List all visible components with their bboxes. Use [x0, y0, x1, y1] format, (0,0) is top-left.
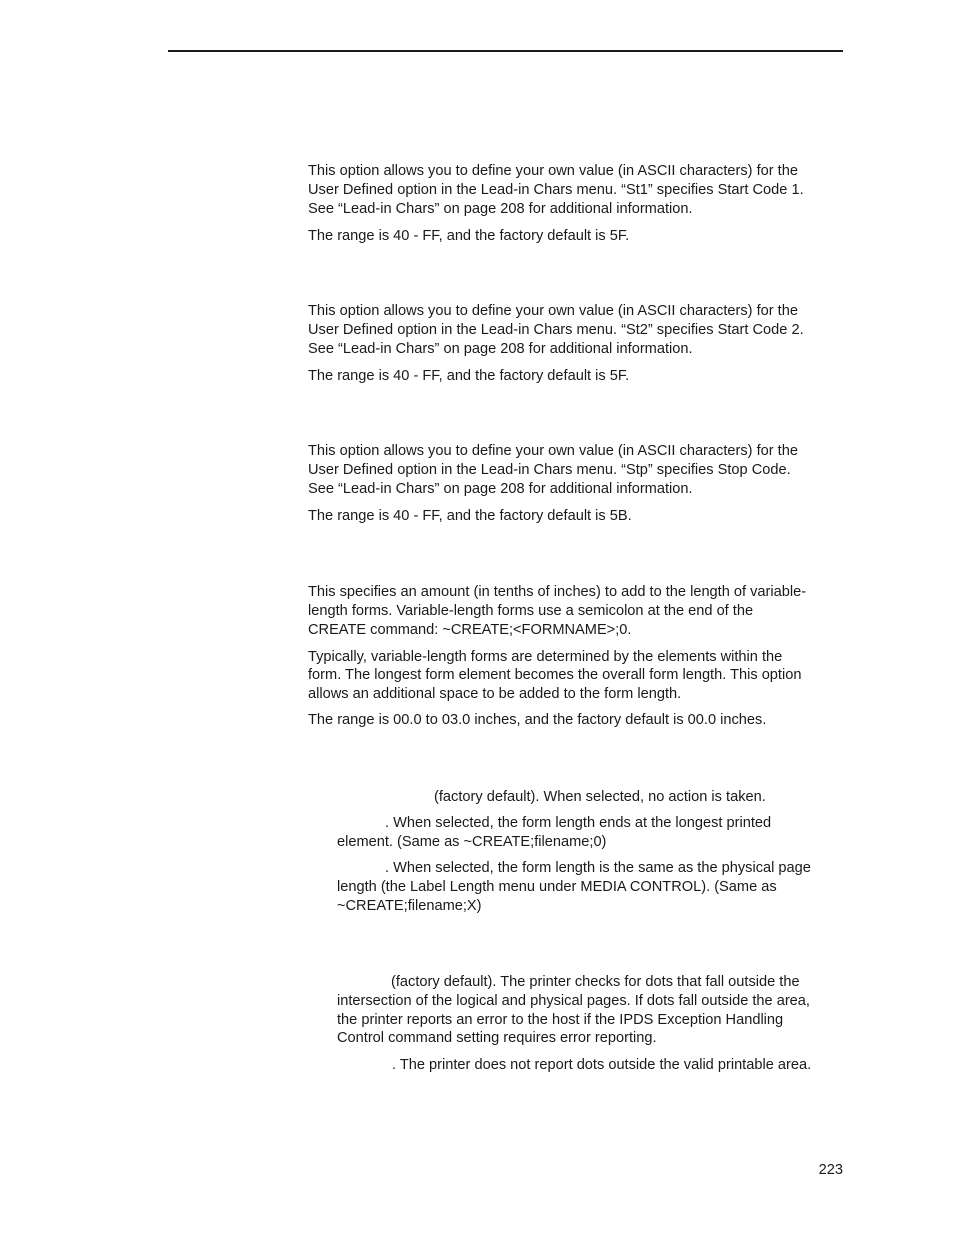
form-length-option2-line2: element. (Same as ~CREATE;filename;0) [337, 834, 607, 850]
page-number: 223 [818, 1162, 843, 1178]
boundary-option-default-line2: intersection of the logical and physical pages. If dots fall outside the area, [337, 993, 810, 1009]
st1-desc-line1: This option allows you to define your own value (in ASCII characters) for the [308, 163, 798, 179]
st2-desc-line2: User Defined option in the Lead-in Chars menu. “St2” specifies Start Code 2. [308, 322, 804, 338]
form-length-option3-line3: ~CREATE;filename;X) [337, 898, 482, 914]
st1-desc-line3: See “Lead-in Chars” on page 208 for additional information. [308, 201, 693, 217]
form-length-option2-line1: . When selected, the form length ends at the longest printed [385, 815, 772, 831]
stp-range: The range is 40 - FF, and the factory default is 5B. [308, 508, 632, 524]
stp-desc-line1: This option allows you to define your own value (in ASCII characters) for the [308, 443, 798, 459]
st2-desc-line1: This option allows you to define your own value (in ASCII characters) for the [308, 303, 798, 319]
var-form-p1-line2: length forms. Variable-length forms use a semicolon at the end of the [308, 603, 754, 619]
boundary-option-default-line1: (factory default). The printer checks for dots that fall outside the [391, 974, 800, 990]
boundary-option2: . The printer does not report dots outside the valid printable area. [392, 1057, 812, 1073]
var-form-p2-line3: allows an additional space to be added to the form length. [308, 686, 682, 702]
var-form-p2-line2: form. The longest form element becomes the overall form length. This option [308, 667, 802, 683]
st2-desc-line3: See “Lead-in Chars” on page 208 for additional information. [308, 341, 693, 357]
st2-range: The range is 40 - FF, and the factory default is 5F. [308, 368, 630, 384]
st1-desc-line2: User Defined option in the Lead-in Chars menu. “St1” specifies Start Code 1. [308, 182, 804, 198]
var-form-p1-line3: CREATE command: ~CREATE;<FORMNAME>;0. [308, 622, 632, 638]
form-length-option3-line2: length (the Label Length menu under MEDIA CONTROL). (Same as [337, 879, 777, 895]
header-rule [168, 50, 843, 52]
form-length-option3-line1: . When selected, the form length is the same as the physical page [385, 860, 811, 876]
st1-range: The range is 40 - FF, and the factory default is 5F. [308, 228, 630, 244]
var-form-p2-line1: Typically, variable-length forms are determined by the elements within the [308, 649, 783, 665]
form-length-option-default: (factory default). When selected, no action is taken. [434, 789, 766, 805]
var-form-p1-line1: This specifies an amount (in tenths of inches) to add to the length of variable- [308, 584, 807, 600]
boundary-option-default-line3: the printer reports an error to the host if the IPDS Exception Handling [337, 1012, 784, 1028]
stp-desc-line2: User Defined option in the Lead-in Chars menu. “Stp” specifies Stop Code. [308, 462, 791, 478]
var-form-range: The range is 00.0 to 03.0 inches, and the factory default is 00.0 inches. [308, 712, 767, 728]
stp-desc-line3: See “Lead-in Chars” on page 208 for additional information. [308, 481, 693, 497]
boundary-option-default-line4: Control command setting requires error reporting. [337, 1030, 657, 1046]
